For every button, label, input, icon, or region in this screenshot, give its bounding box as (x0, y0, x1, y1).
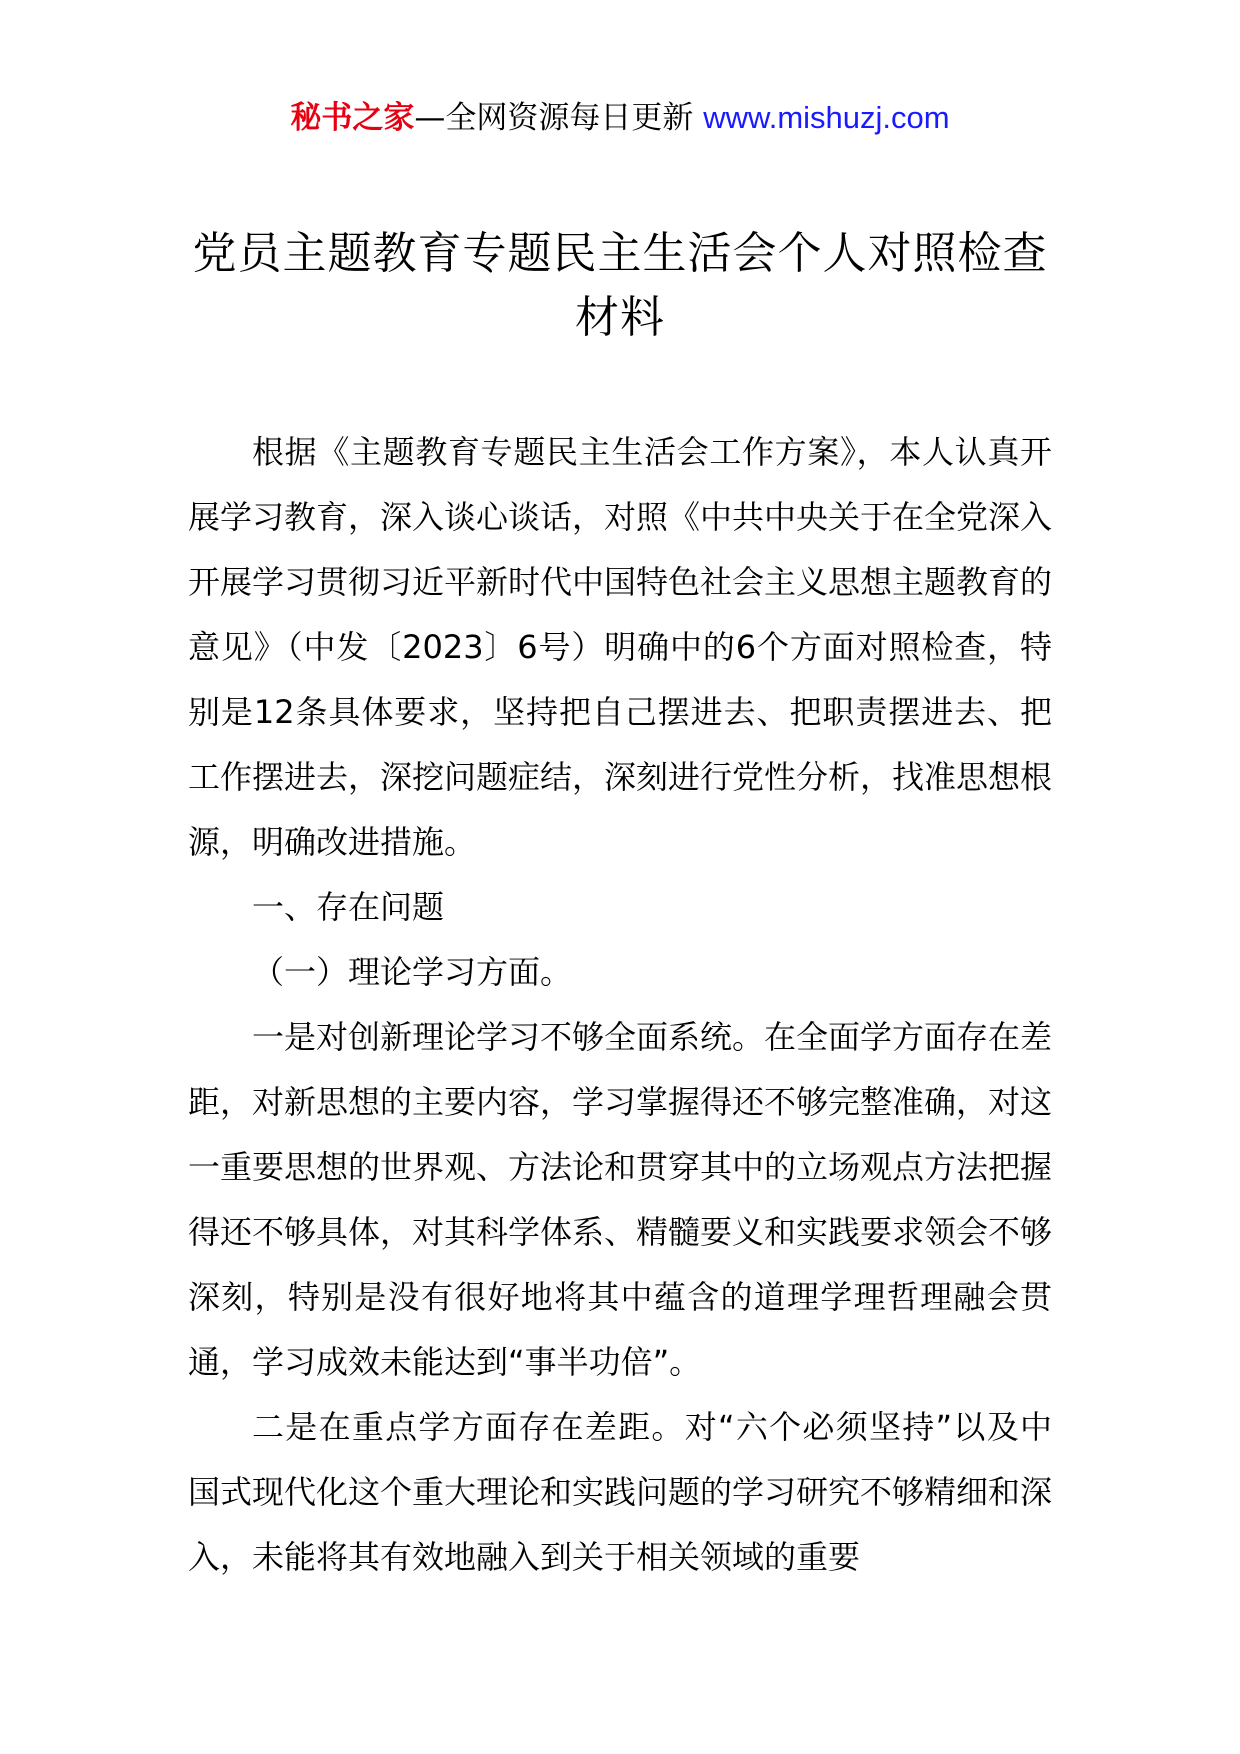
subsection-heading: （一）理论学习方面。 (252, 953, 573, 991)
document-title: 党员主题教育专题民主生活会个人对照检查材料 (192, 228, 1048, 343)
section-heading: 一、存在问题 (252, 888, 445, 926)
paragraph-intro: 根据《主题教育专题民主生活会工作方案》，本人认真开展学习教育，深入谈心谈话，对照《中共中央关于在全党深入开展学习贯彻习近平新时代中国特色社会主义思想主题教育的意见》（中发〔2023〕6号）明确中的6个方面对照检查，特别是12条具体要求，坚持把自己摆进去、把职责摆进去、把工作摆进去，深挖问题症结，深刻进行党性分析，找准思想根源，明确改进措施。 (188, 433, 1053, 861)
brand-name: 秘书之家 (290, 100, 415, 136)
site-banner (0, 98, 1240, 138)
document-body (188, 420, 1052, 1590)
paragraph-point-one: 一是对创新理论学习不够全面系统。在全面学方面存在差距，对新思想的主要内容，学习掌握得还不够完整准确，对这一重要思想的世界观、方法论和贯穿其中的立场观点方法把握得还不够具体，对其科学体系、精髓要义和实践要求领会不够深刻，特别是没有很好地将其中蕴含的道理学理哲理融会贯通，学习成效未能达到“事半功倍”。 (188, 1018, 1053, 1381)
banner-slogan: —全网资源每日更新 (414, 100, 704, 136)
site-url-link[interactable]: www.mishuzj.com (703, 100, 950, 135)
paragraph-point-two: 二是在重点学方面存在差距。对“六个必须坚持”以及中国式现代化这个重大理论和实践问题的学习研究不够精细和深入，未能将其有效地融入到关于相关领域的重要 (188, 1408, 1053, 1576)
